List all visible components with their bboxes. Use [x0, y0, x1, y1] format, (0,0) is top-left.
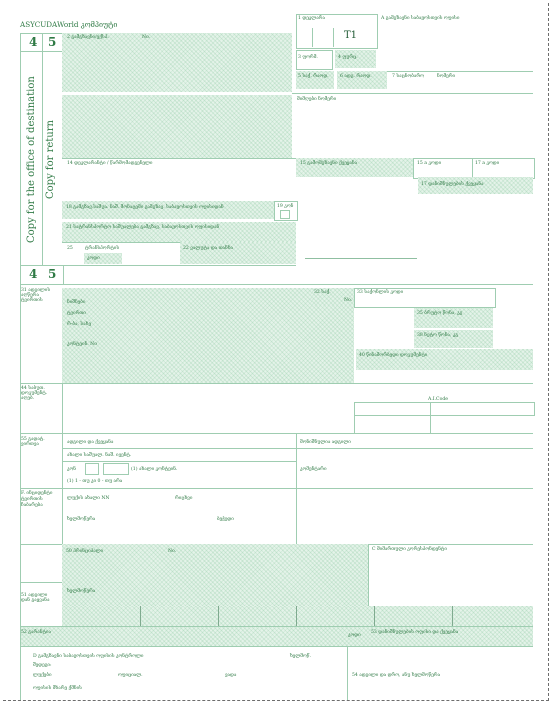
gross-mass-label: 35 ბრუტო წონა, კგ	[417, 311, 463, 316]
divider	[296, 488, 297, 544]
divider	[368, 544, 369, 606]
incidents-label: F. ინციდენტი ტვირთის ჩაბარება	[21, 491, 53, 508]
container-flag-label: კონ	[67, 467, 76, 472]
item-number-label: 32 საქ.	[314, 290, 331, 295]
transport-mode-code-label: კოდი	[87, 256, 100, 261]
endorsement-label: მონიშნულია ადგილი	[300, 440, 351, 445]
official-label: ოფიციალ.	[118, 673, 143, 678]
divider	[62, 265, 296, 266]
place-country-label: ადგილი და ქვეყანა	[67, 440, 114, 445]
container-checkbox[interactable]	[280, 210, 290, 219]
destination-office-label: 53 დანიშნულების ოფისი და ქვეყანა	[371, 630, 459, 635]
divider	[296, 433, 297, 488]
quantity-kind-label: რ-ბა, სახე	[67, 322, 92, 327]
sheets-label: 4 ფურც.	[338, 55, 358, 60]
reference-label: 7 საცნობარო	[392, 74, 424, 79]
office-side-label: ოფისის მხარე ქმნის	[33, 686, 82, 691]
transit-signature-label: ხელმოწერა	[67, 589, 96, 594]
copy-destination-label: Copy for the office of destination	[26, 76, 37, 244]
transport-identity-field[interactable]	[62, 201, 274, 219]
guarantee-field[interactable]	[20, 627, 368, 646]
divider	[387, 71, 533, 72]
goods-description-field[interactable]	[62, 288, 354, 383]
departure-office-label: A გამგზავნი საბაჟოსთვის ოფისი	[381, 16, 460, 21]
divider	[20, 488, 533, 489]
divider	[430, 402, 431, 433]
copy-number-5: 5	[48, 35, 57, 49]
guarantee-code-label: კოდი	[348, 633, 361, 638]
copy-number-4: 4	[29, 35, 38, 49]
divider	[312, 28, 313, 47]
principal-label: 50 პრინციპალი	[66, 549, 104, 554]
forms-box[interactable]	[296, 50, 333, 70]
office-of-departure-label: C მიმართული კორესპონდენტი	[372, 547, 447, 552]
divider	[20, 433, 533, 434]
transit-type-t1: T1	[344, 30, 358, 41]
time-limit-label: ვადა	[225, 673, 237, 678]
forms-label: 3 ფორმ.	[298, 55, 318, 60]
result-label: შედეგი:	[33, 663, 52, 668]
divider	[292, 93, 533, 94]
divider	[140, 606, 141, 626]
destination-country-label: 17 დანიშნულების ქვეყანა	[421, 182, 484, 187]
container-flag-checkbox[interactable]	[85, 463, 99, 475]
new-seals-label: ლუქის ახალი NN	[67, 496, 110, 501]
incident-signature-label: ხელმოწერა	[67, 517, 96, 522]
signature-line	[305, 258, 417, 259]
principal-field[interactable]	[62, 544, 368, 606]
declarant-label: 14 დეკლარანტი / წარმომადგენელი	[67, 161, 153, 166]
divider	[296, 606, 297, 626]
declaration-label: 1 დეკლარა	[298, 16, 325, 21]
divider	[354, 414, 355, 433]
divider	[20, 582, 62, 583]
control-signature-label: ხელმოწ.	[290, 654, 311, 659]
consignor-label: 2 გამგზავნი/ექსპ.	[67, 35, 109, 40]
transport-mode-label: ტრანსპორტის	[85, 246, 120, 251]
dispatch-code-label: 15 a კოდი	[417, 161, 442, 166]
transit-offices-label: 51 ადგილი დან გაყვანა	[21, 593, 50, 603]
item-no-label: No.	[344, 298, 353, 303]
control-office-label: D გამგზავნი საბაჟოსთვის ოფისის კონტროლი	[33, 654, 144, 659]
net-mass-label: 38 ნეტო წონა, კგ	[417, 333, 459, 338]
divider	[20, 383, 533, 384]
guarantee-label: 52 გარანტია	[21, 630, 51, 635]
consignor-number-label: No.	[142, 35, 151, 40]
ai-code-label: A.I.Code	[428, 397, 448, 402]
container-number-label: კონტეინ. No	[67, 342, 97, 347]
copy-number-4-lower: 4	[29, 267, 38, 281]
seals-label: ლუქები	[33, 673, 52, 678]
consignee-field[interactable]	[62, 95, 292, 158]
new-transport-label: ახალი საშუალ. ნაშ. ივენტ.	[67, 453, 132, 458]
container-label: 19 კონ	[277, 204, 294, 209]
seals-count-label: რიცხვი	[175, 496, 193, 501]
destination-code-label: 17 a კოდი	[475, 161, 500, 166]
left-border	[20, 33, 21, 700]
divider	[42, 33, 43, 265]
items-label: 5 საქ. რაოდ.	[298, 74, 329, 79]
copy-return-label: Copy for return	[45, 120, 56, 200]
flag-explanation-label: (1) 1 - თუ კი 0 - თუ არა	[67, 479, 123, 484]
packages-label: 6 ადგ. რაოდ.	[340, 74, 372, 79]
divider	[20, 284, 533, 285]
divider	[218, 606, 219, 626]
divider	[62, 383, 63, 433]
copy-number-5-lower: 5	[48, 267, 57, 281]
transport-mode-number: 25	[67, 246, 73, 251]
currency-label: 22 ვალუტა და თანხა	[183, 246, 234, 251]
divider	[62, 448, 296, 449]
copy-number-cell-lower	[20, 265, 64, 285]
transhipment-label: 55 გადატ. ვირთვა	[21, 437, 45, 447]
divider	[374, 606, 375, 626]
previous-document-label: 40 წინამორბედი დოკუმენტი	[359, 353, 428, 358]
dispatch-country-label: 15 გამომგზავნი ქვეყანა	[300, 161, 358, 166]
border-transport-label: 21 სატრანსპორტო საშუალება გამგზავ. საბაჟოსთვის ოფისიდან	[66, 225, 220, 230]
principal-number-label: No.	[168, 549, 177, 554]
divider	[62, 461, 296, 462]
transport-identity-label: 18 გამგზავ.საშუა. ნაშ. მონაცემი გამგზავ. საბაჟოსთვის ოფისიდან	[66, 205, 224, 210]
divider	[20, 646, 533, 647]
transit-offices-field[interactable]	[62, 606, 533, 626]
divider	[296, 448, 533, 449]
marks-label: ნიშნები	[67, 300, 86, 305]
incident-stamp-label: ბეჭედი	[217, 517, 234, 522]
goods-description-label: 31 ადგილის აღწერა ტვირთის	[21, 288, 51, 303]
reference-number-label: ნომერი	[437, 74, 456, 79]
divider	[333, 28, 334, 47]
divider	[62, 488, 63, 544]
goods-label: ტვირთი	[67, 311, 86, 316]
ai-code-field[interactable]	[354, 402, 535, 416]
comment-label: კომენტარი	[300, 467, 327, 472]
commodity-code-label: 33 საქონლის კოდი	[357, 290, 404, 295]
divider	[452, 606, 453, 626]
consignee-label: მიმღები ნომერი	[297, 97, 337, 102]
new-container-label: (1) ახალი კონტეინ.	[131, 467, 178, 472]
additional-info-label: 44 საბუთ. დოკუმენტ. აღებ.	[21, 386, 48, 401]
divider	[347, 646, 348, 700]
place-date-signature-label: 54 ადგილი და დრო, ანუ ხელმოწერა	[352, 673, 441, 678]
consignor-field[interactable]	[62, 33, 292, 92]
form-title: ASYCUDAWorld კომპიუტი	[20, 20, 118, 29]
container-flag-code[interactable]	[103, 463, 129, 475]
